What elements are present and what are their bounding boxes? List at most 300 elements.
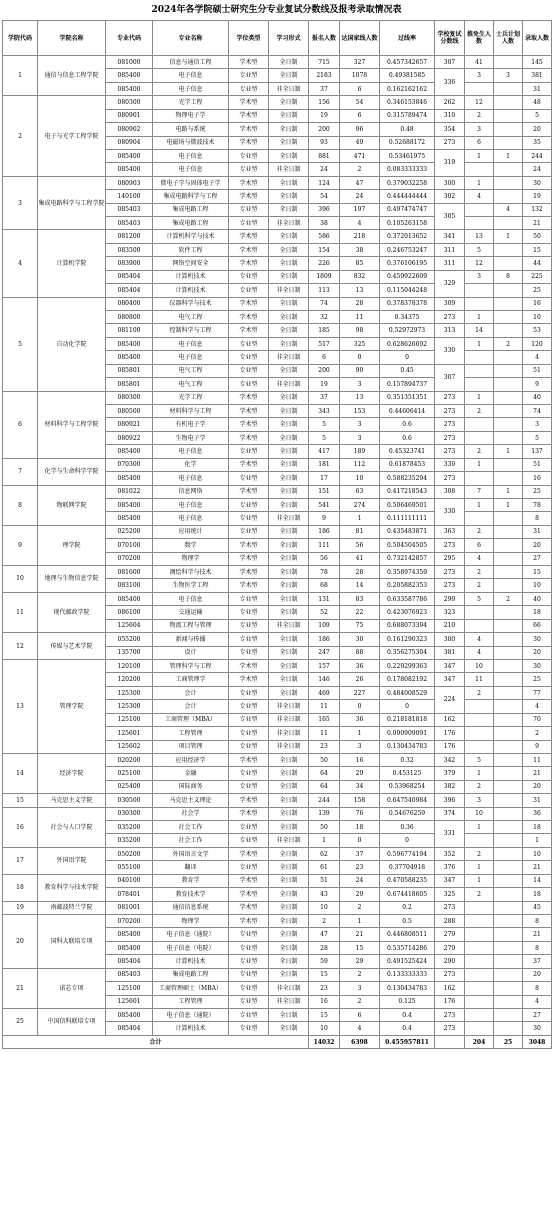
header-pass-rate: 过线率 <box>380 21 435 56</box>
exempt-cell: 5 <box>465 753 494 766</box>
passed-cell: 13 <box>340 284 380 297</box>
admitted-cell: 30 <box>523 1022 552 1035</box>
retest-line-cell: 311 <box>435 243 465 256</box>
passed-cell: 6 <box>340 109 380 122</box>
admitted-cell: 9 <box>523 740 552 753</box>
passed-cell: 14 <box>340 579 380 592</box>
retest-line-cell: 376 <box>435 861 465 874</box>
retest-line-cell: 307 <box>435 364 465 391</box>
exempt-cell <box>465 941 494 954</box>
pass-rate-cell: 0.32 <box>380 753 435 766</box>
admitted-cell: 27 <box>523 552 552 565</box>
major-code-cell: 135700 <box>106 646 153 659</box>
major-name-cell: 电子信息（通院） <box>153 928 229 941</box>
retest-line-cell: 295 <box>435 552 465 565</box>
retest-line-cell: 300 <box>435 176 465 189</box>
applicants-cell: 50 <box>309 753 340 766</box>
exempt-cell: 4 <box>465 646 494 659</box>
major-name-cell: 电子信息 <box>153 512 229 525</box>
pass-rate-cell: 0.446808511 <box>380 928 435 941</box>
applicants-cell: 9 <box>309 512 340 525</box>
pass-rate-cell: 0.34375 <box>380 311 435 324</box>
soldier-cell <box>494 364 523 377</box>
degree-type-cell: 专业型 <box>229 351 269 364</box>
admitted-cell: 5 <box>523 109 552 122</box>
admitted-cell: 25 <box>523 284 552 297</box>
college-name-cell: 电子与光学工程学院 <box>38 96 106 177</box>
admitted-cell: 45 <box>523 901 552 914</box>
pass-rate-cell: 0.315789474 <box>380 109 435 122</box>
soldier-cell: 1 <box>494 230 523 243</box>
college-name-cell: 集成电路科学与工程学院 <box>38 176 106 230</box>
applicants-cell: 62 <box>309 847 340 860</box>
total-passed-cell: 6398 <box>340 1035 380 1048</box>
major-code-cell: 050200 <box>106 847 153 860</box>
major-name-cell: 电气工程 <box>153 364 229 377</box>
study-mode-cell: 全日制 <box>269 861 309 874</box>
major-name-cell: 集成电路科学与工程 <box>153 190 229 203</box>
major-name-cell: 外国语言文学 <box>153 847 229 860</box>
major-code-cell: 080500 <box>106 404 153 417</box>
college-code-cell: 12 <box>3 633 38 660</box>
degree-type-cell: 专业型 <box>229 713 269 726</box>
study-mode-cell: 全日制 <box>269 606 309 619</box>
retest-line-cell: 279 <box>435 941 465 954</box>
major-code-cell: 085400 <box>106 1008 153 1021</box>
passed-cell: 41 <box>340 552 380 565</box>
major-name-cell: 社会工作 <box>153 821 229 834</box>
table-row <box>3 1008 552 1021</box>
study-mode-cell: 非全日制 <box>269 82 309 95</box>
pass-rate-cell: 0.457342657 <box>380 56 435 69</box>
major-name-cell: 控制科学与工程 <box>153 324 229 337</box>
major-code-cell: 081600 <box>106 566 153 579</box>
major-code-cell: 083500 <box>106 243 153 256</box>
passed-cell: 38 <box>340 243 380 256</box>
admitted-cell: 48 <box>523 96 552 109</box>
header-passed: 达国家线人数 <box>340 21 380 56</box>
major-name-cell: 化学 <box>153 458 229 471</box>
applicants-cell: 56 <box>309 552 340 565</box>
applicants-cell: 715 <box>309 56 340 69</box>
soldier-cell <box>494 552 523 565</box>
study-mode-cell: 全日制 <box>269 190 309 203</box>
pass-rate-cell: 0.6 <box>380 431 435 444</box>
soldier-cell <box>494 176 523 189</box>
study-mode-cell: 全日制 <box>269 888 309 901</box>
retest-line-cell: 273 <box>435 404 465 417</box>
pass-rate-cell: 0.52972973 <box>380 324 435 337</box>
exempt-cell: 3 <box>465 69 494 82</box>
major-name-cell: 物理学 <box>153 552 229 565</box>
college-code-cell: 8 <box>3 485 38 525</box>
soldier-cell <box>494 901 523 914</box>
pass-rate-cell: 0.133333333 <box>380 968 435 981</box>
college-code-cell: 9 <box>3 525 38 565</box>
degree-type-cell: 学术型 <box>229 123 269 136</box>
retest-line-cell: 374 <box>435 807 465 820</box>
college-code-cell: 18 <box>3 874 38 901</box>
pass-rate-cell: 0.161290323 <box>380 633 435 646</box>
pass-rate-cell: 0.229299363 <box>380 659 435 672</box>
admitted-cell: 145 <box>523 56 552 69</box>
study-mode-cell: 非全日制 <box>269 713 309 726</box>
applicants-cell: 47 <box>309 928 340 941</box>
major-code-cell: 125100 <box>106 713 153 726</box>
exempt-cell <box>465 995 494 1008</box>
exempt-cell <box>465 1008 494 1021</box>
retest-line-cell: 336 <box>435 69 465 96</box>
major-name-cell: 社会学 <box>153 807 229 820</box>
table-row <box>3 659 552 672</box>
soldier-cell <box>494 673 523 686</box>
applicants-cell: 23 <box>309 982 340 995</box>
exempt-cell: 3 <box>465 794 494 807</box>
major-name-cell: 材料科学与工程 <box>153 404 229 417</box>
pass-rate-cell: 0.628626692 <box>380 337 435 350</box>
pass-rate-cell: 0 <box>380 834 435 847</box>
major-name-cell: 会计 <box>153 686 229 699</box>
admitted-cell: 20 <box>523 780 552 793</box>
major-code-cell: 080904 <box>106 136 153 149</box>
soldier-cell <box>494 686 523 699</box>
degree-type-cell: 专业型 <box>229 498 269 511</box>
major-code-cell: 080922 <box>106 431 153 444</box>
pass-rate-cell: 0.2 <box>380 901 435 914</box>
retest-line-cell: 347 <box>435 659 465 672</box>
passed-cell: 36 <box>340 713 380 726</box>
study-mode-cell: 全日制 <box>269 807 309 820</box>
soldier-cell <box>494 780 523 793</box>
passed-cell: 37 <box>340 847 380 860</box>
admitted-cell: 132 <box>523 203 552 216</box>
total-soldier-cell: 25 <box>494 1035 523 1048</box>
soldier-cell <box>494 391 523 404</box>
passed-cell: 3 <box>340 418 380 431</box>
retest-line-cell: 382 <box>435 780 465 793</box>
major-name-cell: 电子信息 <box>153 163 229 176</box>
exempt-cell <box>465 955 494 968</box>
soldier-cell <box>494 619 523 632</box>
soldier-cell <box>494 472 523 485</box>
exempt-cell: 10 <box>465 659 494 672</box>
passed-cell: 98 <box>340 324 380 337</box>
retest-line-cell: 396 <box>435 794 465 807</box>
soldier-cell <box>494 821 523 834</box>
pass-rate-cell: 0.4 <box>380 1008 435 1021</box>
major-name-cell: 物理电子学 <box>153 109 229 122</box>
degree-type-cell: 学术型 <box>229 404 269 417</box>
degree-type-cell: 学术型 <box>229 579 269 592</box>
passed-cell: 30 <box>340 633 380 646</box>
table-row <box>3 592 552 605</box>
major-name-cell: 计算机科学与技术 <box>153 230 229 243</box>
applicants-cell: 78 <box>309 566 340 579</box>
header-degree-type: 学位类型 <box>229 21 269 56</box>
header-major-name: 专业名称 <box>153 21 229 56</box>
degree-type-cell: 专业型 <box>229 995 269 1008</box>
degree-type-cell: 学术型 <box>229 807 269 820</box>
pass-rate-cell: 0.6 <box>380 418 435 431</box>
major-name-cell: 工商管理硕士（MBA） <box>153 982 229 995</box>
applicants-cell: 185 <box>309 324 340 337</box>
degree-type-cell: 学术型 <box>229 96 269 109</box>
table-header-row <box>3 21 552 56</box>
applicants-cell: 37 <box>309 82 340 95</box>
total-rate-cell: 0.455957811 <box>380 1035 435 1048</box>
degree-type-cell: 学术型 <box>229 753 269 766</box>
exempt-cell <box>465 378 494 391</box>
degree-type-cell: 学术型 <box>229 794 269 807</box>
pass-rate-cell: 0.37704918 <box>380 861 435 874</box>
retest-line-cell: 363 <box>435 525 465 538</box>
major-code-cell: 035200 <box>106 821 153 834</box>
major-name-cell: 物流工程与管理 <box>153 619 229 632</box>
retest-line-cell: 279 <box>435 928 465 941</box>
retest-line-cell: 339 <box>435 458 465 471</box>
study-mode-cell: 全日制 <box>269 472 309 485</box>
soldier-cell <box>494 847 523 860</box>
major-code-cell: 055200 <box>106 633 153 646</box>
applicants-cell: 17 <box>309 472 340 485</box>
major-code-cell: 085400 <box>106 163 153 176</box>
pass-rate-cell: 0.459922609 <box>380 270 435 283</box>
soldier-cell <box>494 915 523 928</box>
degree-type-cell: 专业型 <box>229 646 269 659</box>
admitted-cell: 8 <box>523 915 552 928</box>
passed-cell: 15 <box>340 941 380 954</box>
study-mode-cell: 全日制 <box>269 646 309 659</box>
passed-cell: 47 <box>340 176 380 189</box>
college-code-cell: 3 <box>3 176 38 230</box>
applicants-cell: 15 <box>309 968 340 981</box>
major-code-cell: 083100 <box>106 579 153 592</box>
soldier-cell <box>494 968 523 981</box>
soldier-cell <box>494 217 523 230</box>
applicants-cell: 396 <box>309 203 340 216</box>
soldier-cell <box>494 888 523 901</box>
degree-type-cell: 专业型 <box>229 525 269 538</box>
admitted-cell: 11 <box>523 753 552 766</box>
retest-line-cell: 273 <box>435 566 465 579</box>
retest-line-cell: 352 <box>435 847 465 860</box>
retest-line-cell: 380 <box>435 633 465 646</box>
admitted-cell: 40 <box>523 592 552 605</box>
soldier-cell: 4 <box>494 203 523 216</box>
passed-cell: 90 <box>340 364 380 377</box>
exempt-cell: 10 <box>465 807 494 820</box>
major-name-cell: 翻译 <box>153 861 229 874</box>
degree-type-cell: 学术型 <box>229 888 269 901</box>
exempt-cell: 1 <box>465 498 494 511</box>
major-code-cell: 085404 <box>106 284 153 297</box>
retest-line-cell: 329 <box>435 270 465 297</box>
college-name-cell: 物联网学院 <box>38 485 106 525</box>
pass-rate-cell: 0.633587786 <box>380 592 435 605</box>
exempt-cell: 12 <box>465 257 494 270</box>
study-mode-cell: 全日制 <box>269 941 309 954</box>
study-mode-cell: 全日制 <box>269 539 309 552</box>
college-name-cell: 地理与生物信息学院 <box>38 566 106 593</box>
major-code-cell: 085403 <box>106 968 153 981</box>
major-code-cell: 081100 <box>106 324 153 337</box>
degree-type-cell: 专业型 <box>229 727 269 740</box>
degree-type-cell: 专业型 <box>229 633 269 646</box>
soldier-cell: 1 <box>494 485 523 498</box>
college-name-cell: 通信与信息工程学院 <box>38 56 106 96</box>
applicants-cell: 54 <box>309 190 340 203</box>
retest-line-cell: 381 <box>435 646 465 659</box>
pass-rate-cell: 0.53461975 <box>380 149 435 162</box>
soldier-cell: 2 <box>494 337 523 350</box>
major-code-cell: 070300 <box>106 458 153 471</box>
exempt-cell: 13 <box>465 230 494 243</box>
passed-cell: 3 <box>340 378 380 391</box>
pass-rate-cell: 0.470588235 <box>380 874 435 887</box>
exempt-cell: 2 <box>465 847 494 860</box>
applicants-cell: 151 <box>309 485 340 498</box>
applicants-cell: 109 <box>309 619 340 632</box>
soldier-cell <box>494 96 523 109</box>
major-code-cell: 085400 <box>106 69 153 82</box>
table-row <box>3 753 552 766</box>
passed-cell: 29 <box>340 888 380 901</box>
admitted-cell: 25 <box>523 485 552 498</box>
study-mode-cell: 全日制 <box>269 297 309 310</box>
study-mode-cell: 全日制 <box>269 780 309 793</box>
applicants-cell: 10 <box>309 901 340 914</box>
major-name-cell: 软件工程 <box>153 243 229 256</box>
major-name-cell: 电磁场与微波技术 <box>153 136 229 149</box>
table-row <box>3 391 552 404</box>
passed-cell: 21 <box>340 928 380 941</box>
major-code-cell: 040100 <box>106 874 153 887</box>
applicants-cell: 6 <box>309 351 340 364</box>
study-mode-cell: 全日制 <box>269 498 309 511</box>
study-mode-cell: 全日制 <box>269 874 309 887</box>
soldier-cell <box>494 163 523 176</box>
table-row <box>3 56 552 69</box>
pass-rate-cell: 0.162162162 <box>380 82 435 95</box>
degree-type-cell: 学术型 <box>229 847 269 860</box>
applicants-cell: 15 <box>309 1008 340 1021</box>
study-mode-cell: 全日制 <box>269 955 309 968</box>
admitted-cell: 50 <box>523 230 552 243</box>
table-row <box>3 874 552 887</box>
college-code-cell: 7 <box>3 458 38 485</box>
major-code-cell: 070200 <box>106 915 153 928</box>
major-code-cell: 085400 <box>106 149 153 162</box>
retest-line-cell: 330 <box>435 337 465 364</box>
retest-line-cell: 162 <box>435 982 465 995</box>
major-name-cell: 工程管理 <box>153 727 229 740</box>
major-name-cell: 交通运输 <box>153 606 229 619</box>
soldier-cell: 1 <box>494 149 523 162</box>
major-name-cell: 电子信息（电院） <box>153 941 229 954</box>
applicants-cell: 200 <box>309 364 340 377</box>
pass-rate-cell: 0.346153846 <box>380 96 435 109</box>
soldier-cell <box>494 794 523 807</box>
retest-line-cell: 273 <box>435 901 465 914</box>
study-mode-cell: 全日制 <box>269 445 309 458</box>
soldier-cell <box>494 56 523 69</box>
degree-type-cell: 专业型 <box>229 740 269 753</box>
header-major-code: 专业代码 <box>106 21 153 56</box>
soldier-cell <box>494 579 523 592</box>
college-code-cell: 16 <box>3 807 38 847</box>
passed-cell: 218 <box>340 230 380 243</box>
pass-rate-cell: 0.351351351 <box>380 391 435 404</box>
study-mode-cell: 全日制 <box>269 794 309 807</box>
passed-cell: 158 <box>340 794 380 807</box>
degree-type-cell: 专业型 <box>229 337 269 350</box>
applicants-cell: 59 <box>309 955 340 968</box>
retest-line-cell: 273 <box>435 1008 465 1021</box>
study-mode-cell: 全日制 <box>269 928 309 941</box>
pass-rate-cell: 0.130434783 <box>380 982 435 995</box>
admitted-cell: 8 <box>523 941 552 954</box>
exempt-cell <box>465 431 494 444</box>
exempt-cell: 5 <box>465 592 494 605</box>
major-code-cell: 025100 <box>106 767 153 780</box>
college-code-cell: 5 <box>3 297 38 391</box>
major-name-cell: 电气工程 <box>153 311 229 324</box>
degree-type-cell: 专业型 <box>229 149 269 162</box>
passed-cell: 29 <box>340 955 380 968</box>
study-mode-cell: 全日制 <box>269 767 309 780</box>
header-applicants: 报名人数 <box>309 21 340 56</box>
major-name-cell: 通信信息系统 <box>153 901 229 914</box>
study-mode-cell: 全日制 <box>269 686 309 699</box>
pass-rate-cell: 0.484008529 <box>380 686 435 699</box>
exempt-cell: 1 <box>465 767 494 780</box>
study-mode-cell: 非全日制 <box>269 619 309 632</box>
pass-rate-cell: 0.491525424 <box>380 955 435 968</box>
pass-rate-cell: 0 <box>380 700 435 713</box>
major-name-cell: 工商管理学 <box>153 673 229 686</box>
pass-rate-cell: 0.504504505 <box>380 539 435 552</box>
major-code-cell: 085400 <box>106 472 153 485</box>
passed-cell: 327 <box>340 56 380 69</box>
college-code-cell: 11 <box>3 592 38 632</box>
passed-cell: 2 <box>340 163 380 176</box>
admitted-cell: 21 <box>523 861 552 874</box>
admitted-cell: 21 <box>523 217 552 230</box>
admitted-cell: 18 <box>523 606 552 619</box>
major-code-cell: 085404 <box>106 270 153 283</box>
major-name-cell: 会计 <box>153 700 229 713</box>
applicants-cell: 1 <box>309 834 340 847</box>
soldier-cell <box>494 928 523 941</box>
total-retest-line-cell <box>435 1035 465 1048</box>
total-row <box>3 1035 552 1048</box>
college-code-cell: 25 <box>3 1008 38 1035</box>
pass-rate-cell: 0.218181818 <box>380 713 435 726</box>
pass-rate-cell: 0.588235294 <box>380 472 435 485</box>
college-name-cell: 自动化学院 <box>38 297 106 391</box>
degree-type-cell: 专业型 <box>229 861 269 874</box>
major-code-cell: 085400 <box>106 445 153 458</box>
admitted-cell: 37 <box>523 955 552 968</box>
study-mode-cell: 全日制 <box>269 579 309 592</box>
retest-line-cell: 273 <box>435 968 465 981</box>
applicants-cell: 24 <box>309 163 340 176</box>
soldier-cell <box>494 861 523 874</box>
admitted-cell: 4 <box>523 700 552 713</box>
admitted-cell: 14 <box>523 874 552 887</box>
table-row <box>3 458 552 471</box>
degree-type-cell: 学术型 <box>229 230 269 243</box>
